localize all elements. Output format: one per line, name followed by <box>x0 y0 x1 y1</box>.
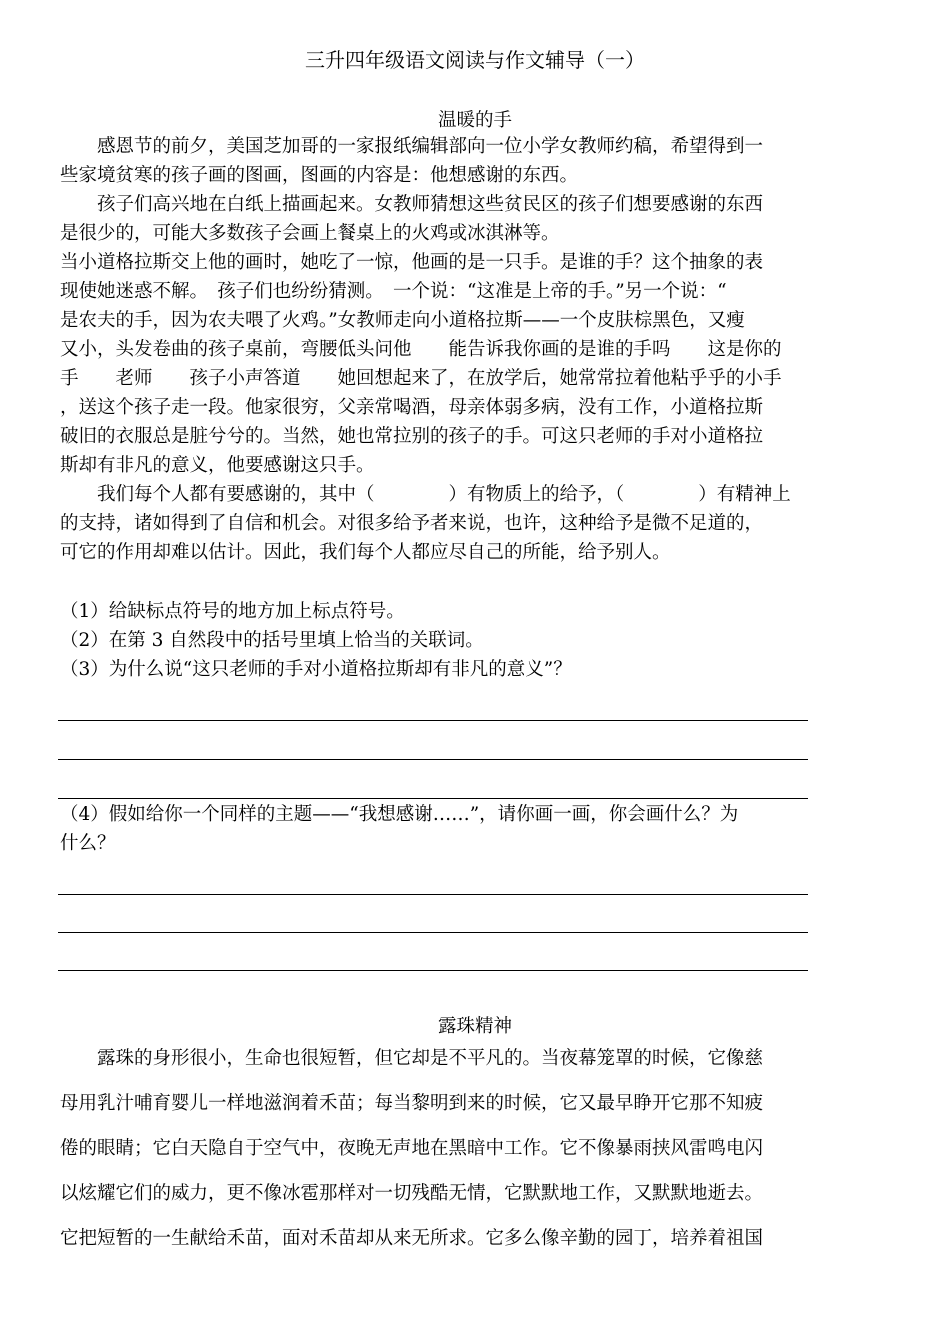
passage-title: 温暖的手 <box>437 110 512 131</box>
question-2: （2）在第 3 自然段中的括号里填上恰当的关联词。 <box>60 630 484 651</box>
passage-line: 又小，头发卷曲的孩子桌前，弯腰低头问他 能告诉我你画的是谁的手吗 这是你的 <box>60 339 782 360</box>
answer-line[interactable] <box>58 720 808 721</box>
passage-line: 孩子们高兴地在白纸上描画起来。女教师猜想这些贫民区的孩子们想要感谢的东西 <box>60 194 764 215</box>
question-4: （4）假如给你一个同样的主题——“我想感谢……”，请你画一画，你会画什么？为 <box>60 804 739 825</box>
passage-line: 是农夫的手，因为农夫喂了火鸡。”女教师走向小道格拉斯——一个皮肤棕黑色，又瘦 <box>60 310 745 331</box>
document-title: 三升四年级语文阅读与作文辅导（一） <box>305 48 645 72</box>
answer-line[interactable] <box>58 759 808 760</box>
passage-line: 我们每个人都有要感谢的，其中（ ）有物质上的给予，（ ）有精神上 <box>60 484 791 505</box>
passage-line: 些家境贫寒的孩子画的图画，图画的内容是：他想感谢的东西。 <box>60 165 579 186</box>
question-3: （3）为什么说“这只老师的手对小道格拉斯却有非凡的意义”？ <box>60 659 572 680</box>
passage-line: ，送这个孩子走一段。他家很穷，父亲常喝酒，母亲体弱多病，没有工作，小道格拉斯 <box>60 397 764 418</box>
answer-line[interactable] <box>58 798 808 799</box>
answer-line[interactable] <box>58 932 808 933</box>
passage-line: 破旧的衣服总是脏兮兮的。当然，她也常拉别的孩子的手。可这只老师的手对小道格拉 <box>60 426 764 447</box>
question-4-cont: 什么？ <box>60 833 116 854</box>
passage-line: 可它的作用却难以估计。因此，我们每个人都应尽自己的所能，给予别人。 <box>60 542 671 563</box>
passage-line: 倦的眼睛；它白天隐自于空气中，夜晚无声地在黑暗中工作。它不像暴雨挟风雷鸣电闪 <box>60 1138 764 1159</box>
passage-title: 露珠精神 <box>437 1016 512 1037</box>
passage-line: 是很少的，可能大多数孩子会画上餐桌上的火鸡或冰淇淋等。 <box>60 223 560 244</box>
passage-line: 感恩节的前夕，美国芝加哥的一家报纸编辑部向一位小学女教师约稿，希望得到一 <box>60 136 764 157</box>
passage-line: 当小道格拉斯交上他的画时，她吃了一惊，他画的是一只手。是谁的手？这个抽象的表 <box>60 252 764 273</box>
passage-line: 手 老师 孩子小声答道 她回想起来了，在放学后，她常常拉着他粘乎乎的小手 <box>60 368 782 389</box>
passage-line: 露珠的身形很小，生命也很短暂，但它却是不平凡的。当夜幕笼罩的时候，它像慈 <box>60 1048 764 1069</box>
passage-line: 它把短暂的一生献给禾苗，面对禾苗却从来无所求。它多么像辛勤的园丁，培养着祖国 <box>60 1228 764 1249</box>
answer-line[interactable] <box>58 970 808 971</box>
passage-line: 斯却有非凡的意义，他要感谢这只手。 <box>60 455 375 476</box>
passage-line: 的支持，诸如得到了自信和机会。对很多给予者来说，也许，这种给予是微不足道的， <box>60 513 764 534</box>
passage-line: 母用乳汁哺育婴儿一样地滋润着禾苗；每当黎明到来的时候，它又最早睁开它那不知疲 <box>60 1093 764 1114</box>
question-1: （1）给缺标点符号的地方加上标点符号。 <box>60 601 405 622</box>
passage-line: 现使她迷惑不解。 孩子们也纷纷猜测。 一个说：“这准是上帝的手。”另一个说：“ <box>60 281 727 302</box>
answer-line[interactable] <box>58 894 808 895</box>
passage-line: 以炫耀它们的威力，更不像冰雹那样对一切残酷无情，它默默地工作，又默默地逝去。 <box>60 1183 764 1204</box>
